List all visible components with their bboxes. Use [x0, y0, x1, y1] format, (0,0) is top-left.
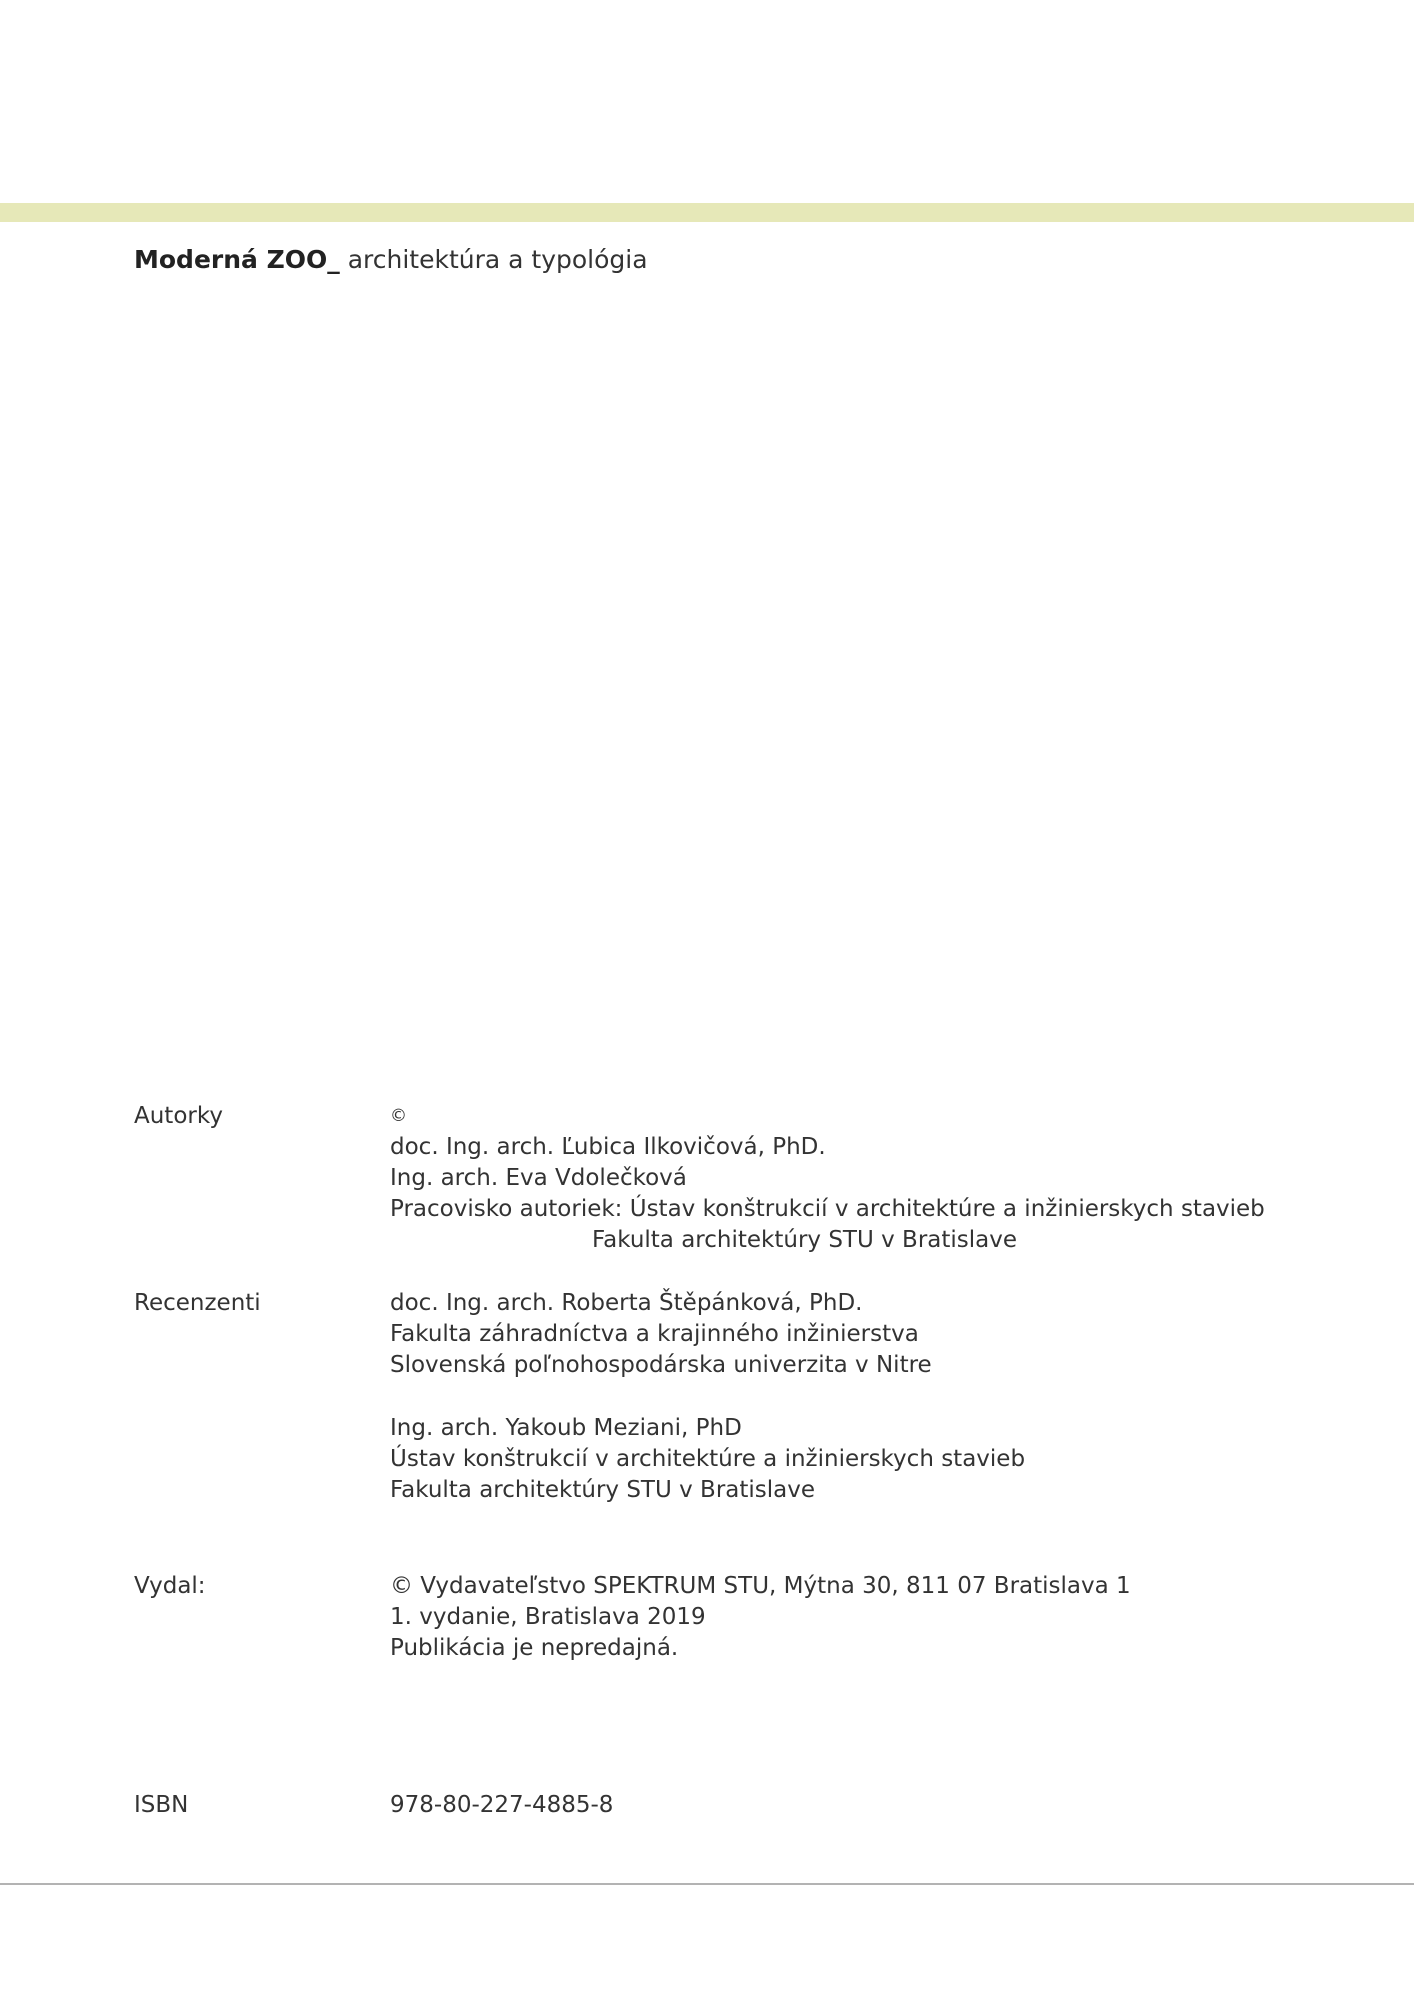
reviewer-1-university: Slovenská poľnohospodárska univerzita v Nitre	[390, 1352, 932, 1378]
vydal-block	[390, 1571, 1131, 1664]
header-band	[0, 203, 1414, 222]
author-2: Ing. arch. Eva Vdolečková	[390, 1165, 687, 1191]
isbn-label: ISBN	[134, 1792, 189, 1818]
title-subtitle: architektúra a typológia	[347, 245, 648, 274]
not-for-sale-note: Publikácia je nepredajná.	[390, 1635, 679, 1661]
reviewer-2-name: Ing. arch. Yakoub Meziani, PhD	[390, 1415, 742, 1441]
bottom-rule	[0, 1883, 1414, 1885]
copyright-mark: ©	[390, 1106, 407, 1126]
reviewer-1-faculty: Fakulta záhradníctva a krajinného inžinierstva	[390, 1321, 919, 1347]
author-workplace: Pracovisko autoriek: Ústav konštrukcií v architektúre a inžinierskych stavieb	[390, 1196, 1265, 1222]
autorky-block	[390, 1101, 1265, 1256]
reviewer-2-faculty: Fakulta architektúry STU v Bratislave	[390, 1477, 816, 1503]
isbn-value: 978-80-227-4885-8	[390, 1792, 614, 1818]
recenzenti-label: Recenzenti	[134, 1290, 261, 1316]
vydal-label: Vydal:	[134, 1573, 206, 1599]
publisher: © Vydavateľstvo SPEKTRUM STU, Mýtna 30, 811 07 Bratislava 1	[390, 1573, 1131, 1599]
reviewer-2-institute: Ústav konštrukcií v architektúre a inžinierskych stavieb	[390, 1446, 1026, 1472]
author-1: doc. Ing. arch. Ľubica Ilkovičová, PhD.	[390, 1134, 826, 1160]
author-faculty: Fakulta architektúry STU v Bratislave	[592, 1227, 1018, 1253]
edition: 1. vydanie, Bratislava 2019	[390, 1604, 706, 1630]
reviewer-2-block	[390, 1413, 1025, 1506]
title-bold: Moderná ZOO_	[134, 245, 340, 274]
autorky-label: Autorky	[134, 1103, 223, 1129]
publication-title	[134, 243, 648, 277]
reviewer-1-block	[390, 1288, 932, 1381]
reviewer-1-name: doc. Ing. arch. Roberta Štěpánková, PhD.	[390, 1290, 863, 1316]
